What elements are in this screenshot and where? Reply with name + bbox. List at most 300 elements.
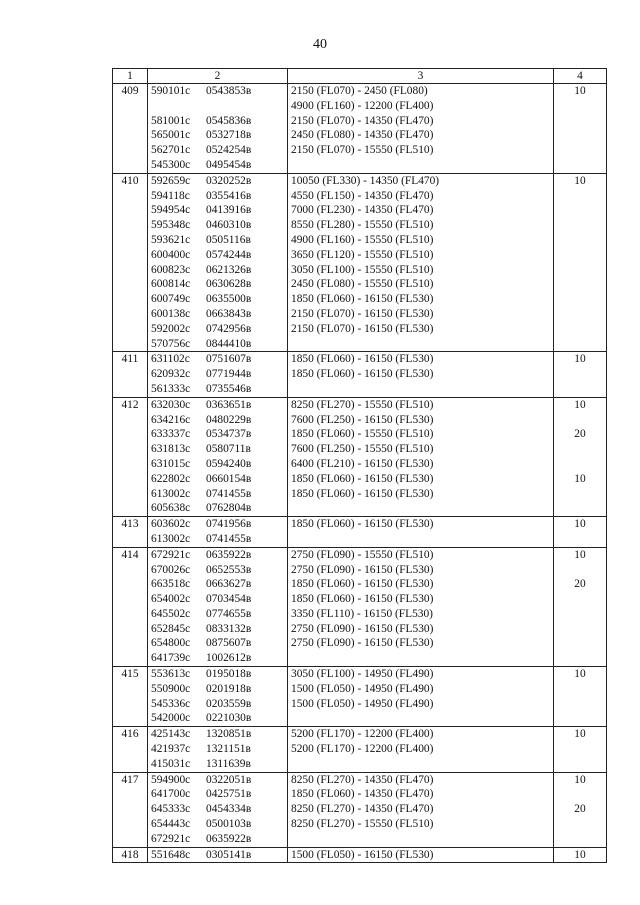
altitude-range: 1500 (FL050) - 14950 (FL490) <box>291 697 434 710</box>
altitude-range: 5200 (FL170) - 12200 (FL400) <box>291 728 434 741</box>
value <box>557 277 603 292</box>
coordinate-line <box>151 742 284 757</box>
longitude: 0534737в <box>206 428 252 441</box>
zone-number <box>113 84 148 174</box>
value <box>557 697 603 712</box>
coordinate-line <box>151 277 284 292</box>
altitude-cell <box>288 667 554 727</box>
altitude-range: 1850 (FL060) - 16150 (FL530) <box>291 487 434 500</box>
latitude: 645333с <box>151 803 191 816</box>
coordinate-line <box>151 697 284 712</box>
coordinate-line <box>151 622 284 637</box>
altitude-cell <box>288 727 554 772</box>
altitude-range: 3350 (FL110) - 16150 (FL530) <box>291 607 433 620</box>
latitude: 632030с <box>151 398 191 411</box>
coordinates-cell <box>148 352 288 397</box>
value <box>557 832 603 847</box>
zone-number-text: 413 <box>121 518 139 531</box>
latitude: 622802с <box>151 472 191 485</box>
latitude: 631813с <box>151 443 191 456</box>
coordinate-line <box>151 832 284 847</box>
value: 20 <box>574 803 586 816</box>
altitude-range: 1850 (FL060) - 16150 (FL530) <box>291 518 434 531</box>
coordinate-line <box>151 817 284 832</box>
coordinate-line <box>151 307 284 322</box>
coordinates-cell <box>148 772 288 847</box>
coordinate-line <box>151 517 284 532</box>
latitude: 592002с <box>151 322 191 335</box>
altitude-range: 1500 (FL050) - 16150 (FL530) <box>291 848 434 861</box>
altitude-range <box>291 832 550 847</box>
value <box>557 787 603 802</box>
zone-number <box>113 772 148 847</box>
longitude: 0762804в <box>206 502 252 515</box>
coordinate-line <box>151 218 284 233</box>
zone-number <box>113 847 148 863</box>
table-row <box>113 847 607 863</box>
coordinate-line <box>151 398 284 413</box>
altitude-range <box>291 501 550 516</box>
value: 10 <box>574 472 586 485</box>
coordinate-line <box>151 563 284 578</box>
coordinate-line <box>151 352 284 367</box>
longitude: 0621326в <box>206 263 252 276</box>
longitude: 0742956в <box>206 322 252 335</box>
value <box>557 742 603 757</box>
latitude: 565001с <box>151 129 191 142</box>
value <box>557 203 603 218</box>
coordinate-line <box>151 99 284 114</box>
latitude: 603602с <box>151 518 191 531</box>
value <box>557 233 603 248</box>
value <box>557 622 603 637</box>
table-row <box>113 173 607 352</box>
altitude-range: 8250 (FL270) - 14350 (FL470) <box>291 773 434 786</box>
value <box>557 457 603 472</box>
zone-number-text: 412 <box>121 398 139 411</box>
value <box>557 337 603 352</box>
altitude-cell <box>288 772 554 847</box>
longitude: 0545836в <box>206 114 252 127</box>
altitude-range <box>291 757 550 772</box>
zone-number <box>113 667 148 727</box>
value <box>557 487 603 502</box>
coordinate-line <box>151 787 284 802</box>
value <box>557 711 603 726</box>
altitude-range: 1850 (FL060) - 16150 (FL530) <box>291 593 434 606</box>
coordinate-line <box>151 367 284 382</box>
header-col-4: 4 <box>554 69 607 84</box>
latitude: 593621с <box>151 233 191 246</box>
zone-number-text: 418 <box>121 848 139 861</box>
coordinate-line <box>151 292 284 307</box>
coordinate-line <box>151 501 284 516</box>
value-cell <box>554 397 607 516</box>
latitude: 654800с <box>151 637 191 650</box>
zone-number <box>113 547 148 666</box>
latitude: 550900с <box>151 682 191 695</box>
coordinate-line <box>151 413 284 428</box>
altitude-range: 3050 (FL100) - 14950 (FL490) <box>291 668 434 681</box>
latitude: 542000с <box>151 712 191 725</box>
altitude-range <box>291 158 550 173</box>
table-row <box>113 397 607 516</box>
zone-number-text: 410 <box>121 174 139 187</box>
value: 10 <box>574 773 586 786</box>
value <box>557 143 603 158</box>
coordinate-line <box>151 442 284 457</box>
longitude: 0594240в <box>206 457 252 470</box>
value <box>557 592 603 607</box>
altitude-range <box>291 711 550 726</box>
altitude-range: 8250 (FL270) - 15550 (FL510) <box>291 818 434 831</box>
longitude: 0320252в <box>206 174 252 187</box>
altitude-range <box>291 337 550 352</box>
coordinate-line <box>151 802 284 817</box>
longitude: 0505116в <box>206 233 251 246</box>
table-row <box>113 772 607 847</box>
coordinate-line <box>151 636 284 651</box>
coordinate-line <box>151 711 284 726</box>
value <box>557 367 603 382</box>
longitude: 0580711в <box>206 443 251 456</box>
longitude: 0322051в <box>206 773 252 786</box>
coordinate-line <box>151 114 284 129</box>
zone-number <box>113 397 148 516</box>
altitude-range: 1850 (FL060) - 16150 (FL530) <box>291 368 434 381</box>
altitude-range: 2750 (FL090) - 16150 (FL530) <box>291 637 434 650</box>
latitude: 654002с <box>151 593 191 606</box>
altitude-cell <box>288 847 554 863</box>
value <box>557 607 603 622</box>
table-row <box>113 547 607 666</box>
altitude-range: 7000 (FL230) - 14350 (FL470) <box>291 204 434 217</box>
altitude-cell <box>288 397 554 516</box>
latitude: 600749с <box>151 293 191 306</box>
altitude-range: 2750 (FL090) - 15550 (FL510) <box>291 548 434 561</box>
longitude: 0703454в <box>206 593 252 606</box>
altitude-range: 1500 (FL050) - 14950 (FL490) <box>291 682 434 695</box>
longitude: 1002612в <box>206 652 252 665</box>
latitude: 600814с <box>151 278 191 291</box>
coordinate-line <box>151 727 284 742</box>
latitude: 570756с <box>151 337 191 350</box>
altitude-range: 10050 (FL330) - 14350 (FL470) <box>291 174 440 187</box>
longitude: 0635500в <box>206 293 252 306</box>
coordinate-line <box>151 322 284 337</box>
latitude: 613002с <box>151 487 191 500</box>
altitude-range: 4550 (FL150) - 14350 (FL470) <box>291 189 434 202</box>
latitude: 561333с <box>151 382 191 395</box>
longitude: 0425751в <box>206 788 252 801</box>
coordinate-line <box>151 203 284 218</box>
coordinate-line <box>151 84 284 99</box>
value-cell <box>554 84 607 174</box>
value <box>557 263 603 278</box>
value: 10 <box>574 848 586 861</box>
altitude-range: 1850 (FL060) - 16150 (FL530) <box>291 472 434 485</box>
value <box>557 248 603 263</box>
longitude: 0355416в <box>206 189 252 202</box>
longitude: 0203559в <box>206 697 252 710</box>
zone-number-text: 411 <box>121 353 139 366</box>
altitude-range: 7600 (FL250) - 15550 (FL510) <box>291 443 434 456</box>
latitude: 425143с <box>151 728 191 741</box>
altitude-range: 2150 (FL070) - 16150 (FL530) <box>291 307 434 320</box>
longitude: 0413916в <box>206 204 252 217</box>
altitude-cell <box>288 173 554 352</box>
latitude: 600138с <box>151 307 191 320</box>
latitude: 645502с <box>151 607 191 620</box>
altitude-range: 2450 (FL080) - 15550 (FL510) <box>291 278 434 291</box>
zone-number-text: 417 <box>121 773 139 786</box>
altitude-range: 2750 (FL090) - 16150 (FL530) <box>291 622 434 635</box>
latitude: 595348с <box>151 219 191 232</box>
value-cell <box>554 727 607 772</box>
latitude: 545336с <box>151 697 191 710</box>
coordinate-line <box>151 682 284 697</box>
longitude: 0663627в <box>206 578 252 591</box>
value-cell <box>554 847 607 863</box>
altitude-range: 5200 (FL170) - 12200 (FL400) <box>291 743 434 756</box>
altitude-range: 8250 (FL270) - 15550 (FL510) <box>291 398 434 411</box>
zone-number <box>113 727 148 772</box>
value <box>557 413 603 428</box>
latitude: 421937с <box>151 743 191 756</box>
coordinates-cell <box>148 547 288 666</box>
value <box>557 501 603 516</box>
coordinate-line <box>151 757 284 772</box>
coordinates-cell <box>148 727 288 772</box>
longitude: 0635922в <box>206 832 252 845</box>
value-cell <box>554 173 607 352</box>
coordinate-line <box>151 128 284 143</box>
longitude: 0741455в <box>206 487 252 500</box>
altitude-range <box>291 532 550 547</box>
coordinate-line <box>151 189 284 204</box>
altitude-range: 3650 (FL120) - 15550 (FL510) <box>291 248 434 261</box>
longitude: 0741956в <box>206 518 252 531</box>
value <box>557 322 603 337</box>
coordinate-line <box>151 532 284 547</box>
latitude: 641700с <box>151 788 191 801</box>
coordinate-line <box>151 667 284 682</box>
coordinates-cell <box>148 397 288 516</box>
longitude: 0875607в <box>206 637 252 650</box>
latitude: 641739с <box>151 652 191 665</box>
altitude-range: 2150 (FL070) - 15550 (FL510) <box>291 144 434 157</box>
coordinate-line <box>151 143 284 158</box>
altitude-range: 1850 (FL060) - 16150 (FL530) <box>291 578 434 591</box>
latitude: 415031с <box>151 757 191 770</box>
coordinate-line <box>151 848 284 863</box>
zone-number-text: 416 <box>121 728 139 741</box>
header-col-2: 2 <box>148 69 288 84</box>
value <box>557 563 603 578</box>
longitude: 0201918в <box>206 682 252 695</box>
coordinate-line <box>151 592 284 607</box>
table-row <box>113 667 607 727</box>
longitude: 0363651в <box>206 398 252 411</box>
value <box>557 189 603 204</box>
coordinate-line <box>151 487 284 502</box>
table-row <box>113 84 607 174</box>
zone-number-text: 409 <box>121 85 139 97</box>
table-row <box>113 727 607 772</box>
latitude: 634216с <box>151 413 191 426</box>
coordinate-line <box>151 651 284 666</box>
longitude: 0663843в <box>206 307 252 320</box>
altitude-range: 7600 (FL250) - 16150 (FL530) <box>291 413 434 426</box>
coordinate-line <box>151 337 284 352</box>
latitude: 672921с <box>151 548 191 561</box>
longitude: 0480229в <box>206 413 252 426</box>
latitude: 613002с <box>151 532 191 545</box>
latitude: 672921с <box>151 832 191 845</box>
value <box>557 757 603 772</box>
altitude-cell <box>288 547 554 666</box>
altitude-range: 1850 (FL060) - 16150 (FL530) <box>291 353 434 366</box>
zone-table <box>112 68 607 863</box>
coordinates-cell <box>148 517 288 548</box>
value <box>557 532 603 547</box>
value-cell <box>554 547 607 666</box>
longitude: 0635922в <box>206 548 252 561</box>
value: 20 <box>574 428 586 441</box>
page-number: 40 <box>313 37 327 52</box>
latitude: 592659с <box>151 174 191 187</box>
value <box>557 218 603 233</box>
coordinates-cell <box>148 847 288 863</box>
longitude: 0833132в <box>206 622 252 635</box>
longitude: 1311639в <box>206 757 251 770</box>
altitude-range: 8550 (FL280) - 15550 (FL510) <box>291 219 434 232</box>
zone-number-text: 414 <box>121 548 139 561</box>
value-cell <box>554 772 607 847</box>
coordinate-line <box>151 472 284 487</box>
altitude-range: 6400 (FL210) - 16150 (FL530) <box>291 457 434 470</box>
value <box>557 292 603 307</box>
value: 20 <box>574 578 586 591</box>
altitude-range: 2150 (FL070) - 2450 (FL080) <box>291 85 428 97</box>
latitude: 654443с <box>151 818 191 831</box>
altitude-range: 1850 (FL060) - 15550 (FL510) <box>291 428 434 441</box>
altitude-cell <box>288 352 554 397</box>
value-cell <box>554 517 607 548</box>
zone-number <box>113 517 148 548</box>
value: 10 <box>574 398 586 411</box>
latitude: 551648с <box>151 848 191 861</box>
coordinate-line <box>151 773 284 788</box>
longitude: 0774655в <box>206 607 252 620</box>
value: 10 <box>574 85 586 97</box>
longitude: 0454334в <box>206 803 252 816</box>
table-row <box>113 517 607 548</box>
latitude: 620932с <box>151 368 191 381</box>
altitude-range: 8250 (FL270) - 14350 (FL470) <box>291 803 434 816</box>
longitude: 0652553в <box>206 563 252 576</box>
value: 10 <box>574 518 586 531</box>
coordinates-cell <box>148 173 288 352</box>
altitude-cell <box>288 517 554 548</box>
coordinate-line <box>151 577 284 592</box>
longitude: 0660154в <box>206 472 252 485</box>
value-cell <box>554 352 607 397</box>
longitude: 0751607в <box>206 353 252 366</box>
longitude: 0195018в <box>206 668 252 681</box>
header-row <box>113 69 607 84</box>
latitude: 631015с <box>151 457 191 470</box>
latitude: 652845с <box>151 622 191 635</box>
value <box>557 442 603 457</box>
altitude-range: 1850 (FL060) - 16150 (FL530) <box>291 293 434 306</box>
latitude: 594954с <box>151 204 191 217</box>
latitude: 600823с <box>151 263 191 276</box>
value-cell <box>554 667 607 727</box>
coordinate-line <box>151 457 284 472</box>
altitude-range: 1850 (FL060) - 14350 (FL470) <box>291 788 434 801</box>
latitude: 633337с <box>151 428 191 441</box>
altitude-range: 3050 (FL100) - 15550 (FL510) <box>291 263 434 276</box>
latitude: 562701с <box>151 144 191 157</box>
coordinate-line <box>151 248 284 263</box>
latitude: 663518с <box>151 578 191 591</box>
coordinate-line <box>151 607 284 622</box>
coordinate-line <box>151 263 284 278</box>
value <box>557 158 603 173</box>
latitude: 600400с <box>151 248 191 261</box>
value: 10 <box>574 353 586 366</box>
header-col-3: 3 <box>288 69 554 84</box>
coordinate-line <box>151 427 284 442</box>
longitude: 0305141в <box>206 848 252 861</box>
longitude: 0532718в <box>206 129 252 142</box>
value <box>557 817 603 832</box>
value <box>557 651 603 666</box>
latitude: 670026с <box>151 563 191 576</box>
longitude: 0574244в <box>206 248 252 261</box>
coordinate-line <box>151 158 284 173</box>
latitude: 605638с <box>151 502 191 515</box>
latitude: 590101с <box>151 85 191 97</box>
value <box>557 128 603 143</box>
value <box>557 382 603 397</box>
coordinate-line <box>151 382 284 397</box>
coordinates-cell <box>148 84 288 174</box>
altitude-range: 2150 (FL070) - 14350 (FL470) <box>291 114 434 127</box>
altitude-range <box>291 382 550 397</box>
altitude-range <box>291 651 550 666</box>
coordinate-line <box>151 174 284 189</box>
zone-number <box>113 352 148 397</box>
value: 10 <box>574 728 586 741</box>
altitude-cell <box>288 84 554 174</box>
longitude: 0460310в <box>206 219 252 232</box>
altitude-range: 2450 (FL080) - 14350 (FL470) <box>291 129 434 142</box>
longitude: 0495454в <box>206 158 252 171</box>
longitude: 1320851в <box>206 728 252 741</box>
longitude: 0524254в <box>206 144 252 157</box>
longitude: 0221030в <box>206 712 252 725</box>
latitude: 594900с <box>151 773 191 786</box>
value <box>557 99 603 114</box>
longitude: 0844410в <box>206 337 252 350</box>
coordinate-line <box>151 548 284 563</box>
coordinate-line <box>151 233 284 248</box>
altitude-range: 4900 (FL160) - 12200 (FL400) <box>291 99 434 112</box>
value <box>557 114 603 129</box>
altitude-range: 2750 (FL090) - 16150 (FL530) <box>291 563 434 576</box>
